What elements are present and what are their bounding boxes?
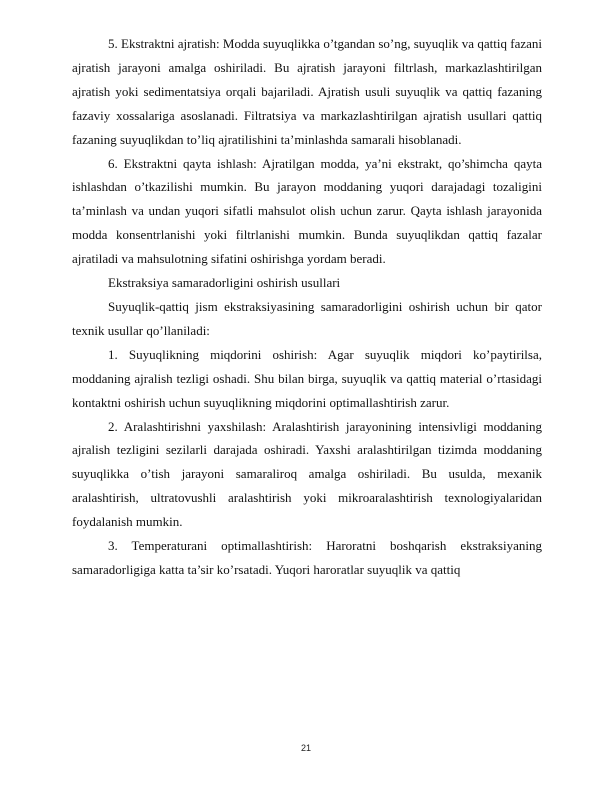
paragraph-mixing: 2. Aralashtirishni yaxshilash: Aralashtirish jarayonining intensivligi moddaning ajralish tezligini sezilarli darajada oshiradi. Yaxshi aralashtirilgan tizimda moddaning suyuqlikka o’tish jarayoni samaraliroq amalga oshiriladi. Bu usulda, mexanik aralashtirish, ultratovushli aralashtirish yoki mikroaralashtirish texnologiyalaridan foydalanish mumkin.	[72, 418, 542, 530]
paragraph-intro: Suyuqlik-qattiq jism ekstraksiyasining samaradorligini oshirish uchun bir qator texnik usullar qo’llaniladi:	[72, 298, 542, 338]
paragraph-temperature: 3. Temperaturani optimallashtirish: Haroratni boshqarish ekstraksiyaning samaradorligiga katta ta’sir ko’rsatadi. Yuqori haroratlar suyuqlik va qattiq	[72, 538, 542, 577]
paragraph-extract-separation: 5. Ekstraktni ajratish: Modda suyuqlikka o’tgandan so’ng, suyuqlik va qattiq fazani ajratish jarayoni amalga oshiriladi. Bu ajratish jarayoni filtrlash, markazlashtirilgan ajratish yoki sedimentatsiya orqali bajariladi. Ajratish usuli suyuqlik va qattiq fazaning fazaviy xossalariga asoslanadi. Filtratsiya va markazlashtirilgan ajratish usullari qattiq fazaning suyuqlikdan to’liq ajratilishini ta’minlashda samarali hisoblanadi.	[72, 36, 542, 147]
paragraph-liquid-amount: 1. Suyuqlikning miqdorini oshirish: Agar suyuqlik miqdori ko’paytirilsa, moddaning ajralish tezligi oshadi. Shu bilan birga, suyuqlik va qattiq material o’rtasidagi kontaktni oshirish uchun suyuqlikning miqdorini optimallashtirish zarur.	[72, 346, 542, 410]
paragraph-extract-processing: 6. Ekstraktni qayta ishlash: Ajratilgan modda, ya’ni ekstrakt, qo’shimcha qayta ishlashdan o’tkazilishi mumkin. Bu jarayon moddaning yuqori darajadagi tozaligini ta’minlash va undan yuqori sifatli mahsulot olish uchun zarur. Qayta ishlash jarayonida modda konsentrlanishi yoki filtrlanishi mumkin. Bunda suyuqlikdan qattiq fazalar ajratiladi va mahsulotning sifatini oshirishga yordam beradi.	[72, 155, 542, 267]
section-heading: Ekstraksiya samaradorligini oshirish usullari	[108, 275, 341, 291]
page-number: 21	[300, 743, 311, 753]
document-page	[72, 32, 542, 582]
